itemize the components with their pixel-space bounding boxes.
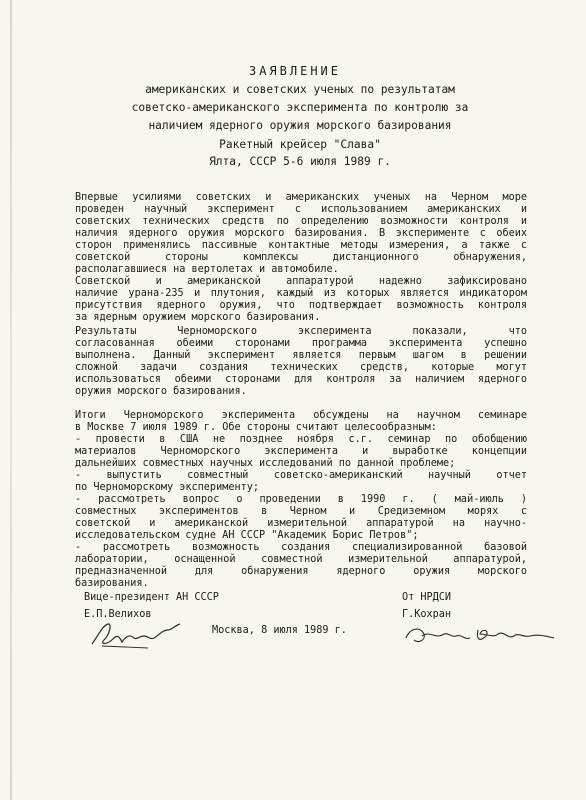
right-signatory-title: От НРДСИ	[402, 592, 452, 603]
left-signatory-title: Вице-президент АН СССР	[84, 592, 219, 603]
paragraph-1-line: Впервые усилиями советских и американских ученых на Черном море	[75, 192, 527, 203]
header-line-4: Ракетный крейсер "Слава"	[219, 138, 381, 151]
item-line: исследовательском судне АН СССР "Академик Борис Петров";	[75, 530, 419, 541]
paragraph-1-line: советской стороны комплексы дистанционного обнаружения,	[75, 252, 527, 263]
paragraph-3-line: выполнена. Данный эксперимент является первым шагом в решении	[75, 350, 527, 361]
paragraph-3-line: сложной задачи создания технических средств, которые могут	[75, 362, 527, 373]
paragraph-4-line: в Москве 7 июля 1989 г. Обе стороны считают целесообразным:	[75, 422, 437, 433]
paragraph-1-line: сторон применялись пассивные контактные методы измерения, а также с	[75, 240, 527, 251]
item-line: - рассмотреть вопрос о проведении в 1990 г. ( май-июль )	[75, 494, 527, 505]
item-line: материалов Черноморского эксперимента и выработке концепции	[75, 446, 527, 457]
paragraph-3-line: оружия морского базирования.	[75, 386, 247, 397]
item-line: лаборатории, оснащенной совместной измерительной аппаратурой,	[75, 554, 527, 565]
paragraph-2-line: Советской и американской аппаратурой надежно зафиксировано	[75, 276, 527, 287]
velikhov-signature	[88, 616, 188, 652]
paragraph-4-line: Итоги Черноморского эксперимента обсуждены на научном семинаре	[75, 410, 527, 421]
cochran-signature	[400, 620, 560, 650]
item-line: советской и американской измерительной аппаратурой на научно-	[75, 518, 527, 529]
paragraph-2-line: за ядерным оружием морского базирования.	[75, 312, 321, 323]
header-line-2: советско-американского эксперимента по контролю за	[131, 101, 469, 114]
paragraph-1-line: наличия ядерного оружия морского базирования. В эксперименте с обеих	[75, 228, 527, 239]
item-line: - рассмотреть возможность создания специализированной базовой	[75, 542, 527, 553]
paragraph-1-line: проведен научный эксперимент с использованием американских и	[75, 204, 527, 215]
item-line: совместных экспериментов в Черном и Средиземном морях с	[75, 506, 527, 517]
item-line: - провести в США не позднее ноября с.г. семинар по обобщению	[75, 434, 527, 445]
header-line-3: наличием ядерного оружия морского базирования	[148, 119, 452, 132]
document-title: ЗАЯВЛЕНИЕ	[248, 64, 342, 78]
place-date: Москва, 8 июля 1989 г.	[212, 625, 347, 636]
paragraph-1-line: советских технических средств по определению возможности контроля и	[75, 216, 527, 227]
item-line: - выпустить совместный советско-американский научный отчет	[75, 470, 527, 481]
paragraph-3-line: использоваться обеими сторонами для контроля за наличием ядерного	[75, 374, 527, 385]
paragraph-2-line: наличие урана-235 и плутония, каждый из которых является индикатором	[75, 288, 527, 299]
item-line: дальнейших совместных научных исследований по данной проблеме;	[75, 458, 456, 469]
item-line: предназначенной для обнаружения ядерного оружия морского	[75, 566, 527, 577]
paragraph-3-line: согласованная обеими сторонами программа эксперимента успешно	[75, 338, 527, 349]
item-line: базирования.	[75, 578, 149, 589]
right-signatory-name: Г.Кохран	[402, 609, 452, 620]
paragraph-2-line: присутствия ядерного оружия, что подтверждает возможность контроля	[75, 300, 527, 311]
header-line-1: американских и советских ученых по результатам	[145, 83, 455, 96]
left-signatory-name: Е.П.Велихов	[84, 609, 152, 620]
paragraph-3-line: Результаты Черноморского эксперимента показали, что	[75, 326, 527, 337]
item-line: по Черноморскому эксперименту;	[75, 482, 260, 493]
header-line-5: Ялта, СССР 5-6 июля 1989 г.	[209, 155, 391, 168]
paragraph-1-line: располагавшиеся на вертолетах и автомобиле.	[75, 264, 339, 275]
